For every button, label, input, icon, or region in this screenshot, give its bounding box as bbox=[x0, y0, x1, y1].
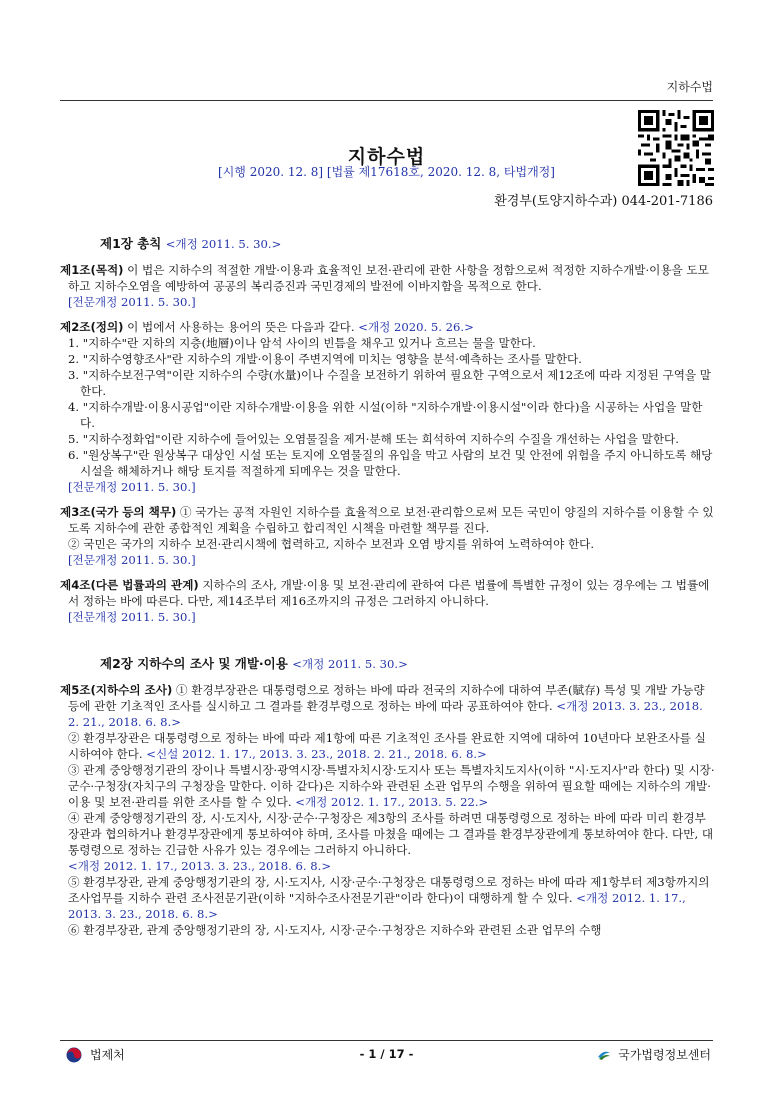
chapter-heading bbox=[100, 656, 716, 672]
footer-divider bbox=[60, 1040, 713, 1041]
header-law-name: 지하수법 bbox=[666, 80, 713, 94]
section-gap bbox=[60, 634, 716, 656]
enforcement-info[interactable]: [시행 2020. 12. 8] [법률 제17618호, 2020. 12. 8, 타법개정] bbox=[218, 165, 555, 179]
amendment-link[interactable]: <개정 2012. 1. 17., 2013. 5. 22.> bbox=[295, 795, 489, 809]
paragraph: ⑤ 환경부장관, 관계 중앙행정기관의 장, 시·도지사, 시장·군수·구청장은 대통령령으로 정하는 바에 따라 제1항부터 제3항까지의 조사업무를 지하수 관련 조사전문기관(이하 "지하수조사전문기관"이라 한다)이 대행하게 할 수 있다. <개정 2012. 1. 17., 2013. 3. 23., 2018. 6. 8.> bbox=[68, 875, 710, 921]
definition-item: 4. "지하수개발·이용시공업"이란 지하수개발·이용을 위한 시설(이하 "지하수개발·이용시설"이라 한다)을 시공하는 사업을 말한다. bbox=[68, 400, 703, 430]
article-title[interactable]: 제2조(정의) bbox=[60, 320, 124, 334]
paragraph: ⑥ 환경부장관, 관계 중앙행정기관의 장, 시·도지사, 시장·군수·구청장은 지하수와 관련된 소관 업무의 수행 bbox=[68, 923, 602, 937]
paragraph: ② 환경부장관은 대통령령으로 정하는 바에 따라 제1항에 따른 기초적인 조사를 완료한 지역에 대하여 10년마다 보완조사를 실시하여야 한다. <신설 2012. 1. 17., 2013. 3. 23., 2018. 2. 21., 2018. 6. 8.> bbox=[68, 731, 706, 761]
article-text: 제3조(국가 등의 책무) ① 국가는 공적 자원인 지하수를 효율적으로 보전·관리함으로써 모든 국민이 양질의 지하수를 이용할 수 있도록 지하수에 관한 종합적인 계획을 수립하고 합리적인 시책을 마련할 책무를 진다. bbox=[60, 505, 714, 535]
law-body bbox=[60, 236, 716, 947]
amendment-link[interactable]: <개정 2020. 5. 26.> bbox=[358, 320, 474, 334]
page-number: - 1 / 17 - bbox=[359, 1047, 414, 1061]
definition-item: 1. "지하수"란 지하의 지층(地層)이나 암석 사이의 빈틈을 채우고 있거나 흐르는 물을 말한다. bbox=[68, 336, 536, 350]
publisher-name: 법제처 bbox=[90, 1048, 125, 1062]
document-title: 지하수법 bbox=[347, 146, 426, 168]
article-text: 제5조(지하수의 조사) ① 환경부장관은 대통령령으로 정하는 바에 따라 전국의 지하수에 대하여 부존(賦存) 특성 및 개발 가능량 등에 관한 기초적인 조사를 실시하고 그 결과를 환경부령으로 정하는 바에 따라 공표하여야 한다. <개정 2013. 3. 23., 2018. 2. 21., 2018. 6. 8.> bbox=[60, 683, 705, 729]
amendment-link[interactable]: <개정 2011. 5. 30.> bbox=[165, 237, 282, 251]
definition-item: 6. "원상복구"란 원상복구 대상인 시설 또는 토지에 오염물질의 유입을 막고 사람의 보건 및 안전에 위험을 주지 아니하도록 해당 시설을 해체하거나 해당 토지를 적절하게 되메우는 것을 말한다. bbox=[68, 448, 713, 478]
chapter-title: 제1장 총칙 bbox=[100, 236, 162, 251]
article-5 bbox=[60, 682, 716, 938]
chapter-title: 제2장 지하수의 조사 및 개발·이용 bbox=[100, 656, 288, 671]
ministry-contact: 환경부(토양지하수과) 044-201-7186 bbox=[494, 194, 713, 209]
header-divider bbox=[60, 100, 713, 101]
article-title[interactable]: 제1조(목적) bbox=[60, 263, 124, 277]
article-title[interactable]: 제4조(다른 법률과의 관계) bbox=[60, 578, 199, 592]
article-1 bbox=[60, 262, 716, 310]
amendment-link[interactable]: <개정 2013. 3. 23., 2018. 2. 21., 2018. 6. 8.> bbox=[68, 699, 703, 729]
definition-item: 5. "지하수정화업"이란 지하수에 들어있는 오염물질을 제거·분해 또는 희석하여 지하수의 수질을 개선하는 사업을 말한다. bbox=[68, 432, 679, 446]
revision-note[interactable]: [전문개정 2011. 5. 30.] bbox=[68, 553, 196, 567]
article-title[interactable]: 제3조(국가 등의 책무) bbox=[60, 505, 177, 519]
amendment-link[interactable]: <개정 2012. 1. 17., 2013. 3. 23., 2018. 6. 8.> bbox=[68, 891, 686, 921]
paragraph: ② 국민은 국가의 지하수 보전·관리시책에 협력하고, 지하수 보전과 오염 방지를 위하여 노력하여야 한다. bbox=[68, 537, 595, 551]
paragraph: ④ 관계 중앙행정기관의 장, 시·도지사, 시장·군수·구청장은 제3항의 조사를 하려면 대통령령으로 정하는 바에 따라 미리 환경부장관과 협의하거나 환경부장관에게 통보하여야 하며, 조사를 마쳤을 때에는 그 결과를 환경부장관에게 통보하여야 한다. 다만, 대통령령으로 정하는 긴급한 사유가 있는 경우에는 그러하지 아니하다. <개정 2012. 1. 17., 2013. 3. 23., 2018. 6. 8.> bbox=[68, 811, 714, 873]
source-name: 국가법령정보센터 bbox=[618, 1048, 711, 1062]
definition-item: 3. "지하수보전구역"이란 지하수의 수량(水量)이나 수질을 보전하기 위하여 필요한 구역으로서 제12조에 따라 지정된 구역을 말한다. bbox=[68, 368, 712, 398]
revision-note[interactable]: [전문개정 2011. 5. 30.] bbox=[68, 480, 196, 494]
paragraph: ③ 관계 중앙행정기관의 장이나 특별시장·광역시장·특별자치시장·도지사 또는 특별자치도지사(이하 "시·도지사"라 한다) 및 시장·군수·구청장(자치구의 구청장을 말한다. 이하 같다)은 지하수와 관련된 소관 업무의 수행을 위하여 필요할 때에는 지하수의 개발·이용 및 보전·관리를 위한 조사를 할 수 있다. <개정 2012. 1. 17., 2013. 5. 22.> bbox=[68, 763, 715, 809]
footer-source bbox=[596, 1046, 711, 1063]
amendment-link[interactable]: <개정 2011. 5. 30.> bbox=[292, 657, 408, 671]
article-4 bbox=[60, 577, 716, 625]
law-center-logo-icon bbox=[596, 1047, 612, 1063]
chapter-heading bbox=[100, 236, 716, 252]
amendment-link[interactable]: <신설 2012. 1. 17., 2013. 3. 23., 2018. 2. 21., 2018. 6. 8.> bbox=[146, 747, 487, 761]
article-3 bbox=[60, 504, 716, 568]
amendment-link[interactable]: <개정 2012. 1. 17., 2013. 3. 23., 2018. 6. 8.> bbox=[68, 859, 332, 873]
revision-note[interactable]: [전문개정 2011. 5. 30.] bbox=[68, 295, 196, 309]
article-2 bbox=[60, 319, 716, 495]
definition-item: 2. "지하수영향조사"란 지하수의 개발·이용이 주변지역에 미치는 영향을 분석·예측하는 조사를 말한다. bbox=[68, 352, 582, 366]
article-text: 제1조(목적) 이 법은 지하수의 적절한 개발·이용과 효율적인 보전·관리에 관한 사항을 정함으로써 적정한 지하수개발·이용을 도모하고 지하수오염을 예방하여 공공의 복리증진과 국민경제의 발전에 이바지함을 목적으로 한다. bbox=[60, 263, 709, 293]
article-title[interactable]: 제5조(지하수의 조사) bbox=[60, 683, 173, 697]
article-text: 제4조(다른 법률과의 관계) 지하수의 조사, 개발·이용 및 보전·관리에 관하여 다른 법률에 특별한 규정이 있는 경우에는 그 법률에서 정하는 바에 따른다. 다만, 제14조부터 제16조까지의 규정은 그러하지 아니하다. bbox=[60, 578, 710, 608]
revision-note[interactable]: [전문개정 2011. 5. 30.] bbox=[68, 610, 196, 624]
article-text: 제2조(정의) 이 법에서 사용하는 용어의 뜻은 다음과 같다. <개정 2020. 5. 26.> bbox=[60, 320, 474, 334]
